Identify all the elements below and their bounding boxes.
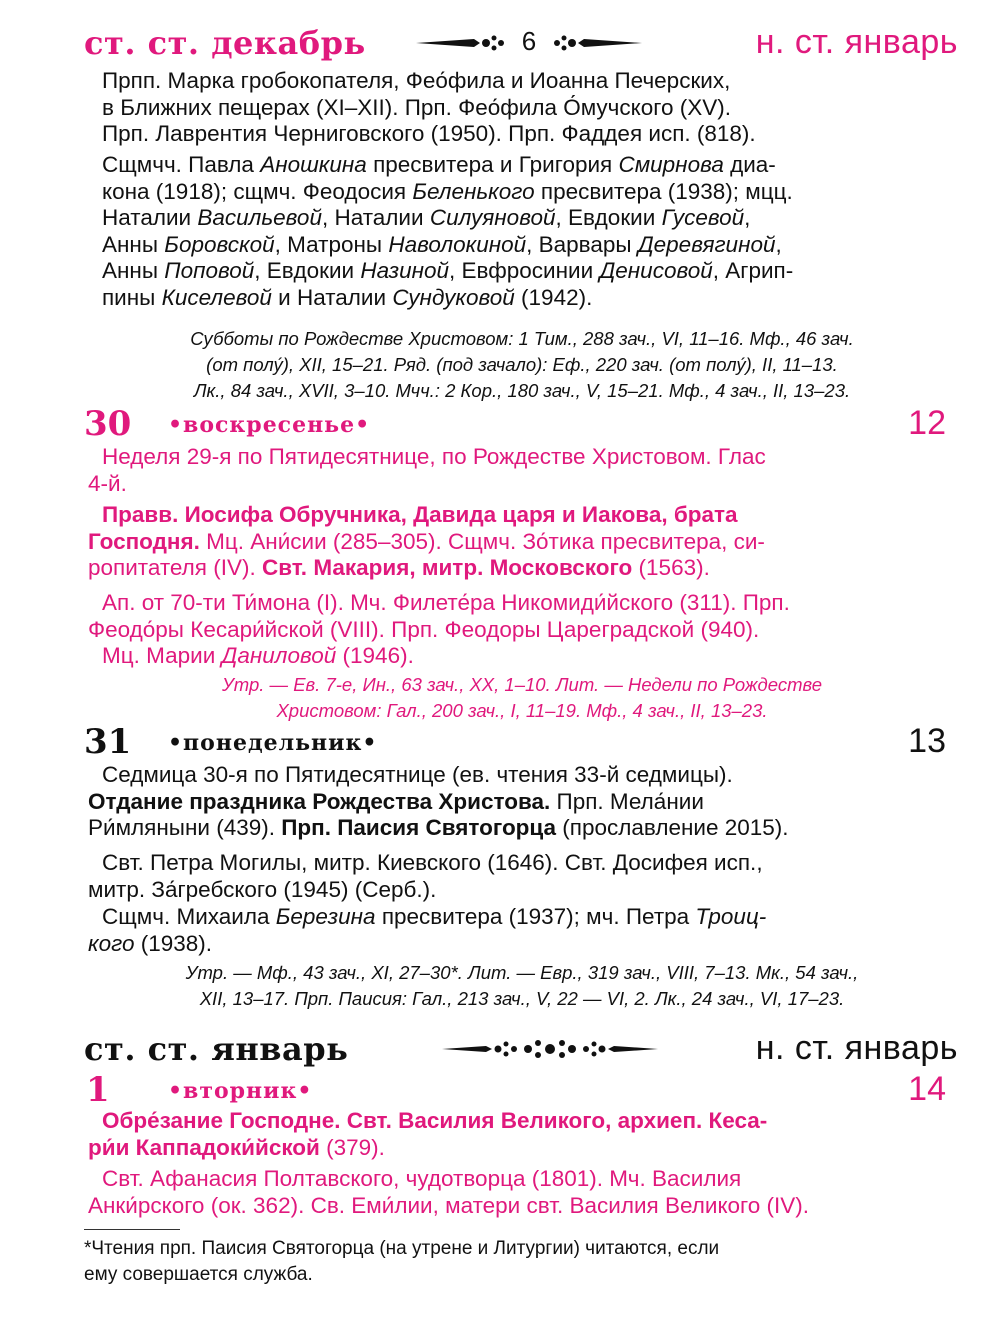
text-line: Седмица 30-я по Пятидесятнице (ев. чтения 33-й седмицы). bbox=[102, 762, 733, 787]
day-header-31 bbox=[84, 722, 946, 762]
saints-paragraph bbox=[88, 850, 954, 903]
day-header-30 bbox=[84, 404, 946, 444]
ornament-icon bbox=[440, 1034, 660, 1064]
ornament-divider bbox=[414, 28, 644, 58]
text-line: Неделя 29-я по Пятидесятнице, по Рождестве Христовом. Глас bbox=[102, 444, 766, 469]
text-line: Мц. Марии Даниловой (1946). bbox=[102, 643, 414, 668]
text-line: пины Киселевой и Наталии Сундуковой (1942). bbox=[102, 284, 593, 310]
text-line: Анки́рского (ок. 362). Св. Еми́лии, матери свт. Василия Великого (IV). bbox=[88, 1192, 810, 1218]
text-line: 4-й. bbox=[88, 470, 127, 496]
new-style-day: 12 bbox=[908, 404, 946, 442]
day-header-1 bbox=[84, 1070, 946, 1110]
old-style-month: ст. ст. декабрь bbox=[84, 24, 366, 62]
weekday-name: •вторник• bbox=[168, 1078, 313, 1104]
text-line: Ап. от 70-ти Ти́мона (I). Мч. Филете́ра Никомиди́йского (311). Прп. bbox=[102, 590, 790, 615]
reading-line: XII, 13–17. Прп. Паисия: Гал., 213 зач., V, 22 — VI, 2. Лк., 24 зач., VI, 17–23. bbox=[199, 988, 845, 1009]
text-line: Господня. Мц. Ани́сии (285–305). Сщмч. Зо́тика пресвитера, си- bbox=[88, 528, 765, 554]
text-line: ри́и Каппадоки́йской (379). bbox=[88, 1134, 385, 1160]
text-line: митр. За́гребского (1945) (Серб.). bbox=[88, 876, 437, 902]
text-line: Анны Поповой, Евдокии Назиной, Евфросинии Денисовой, Агрип- bbox=[102, 258, 794, 283]
weekday-name: •воскресенье• bbox=[168, 412, 371, 438]
weekday-name: •понедельник• bbox=[168, 730, 378, 756]
month-header-january bbox=[84, 1024, 958, 1072]
feast-paragraph bbox=[88, 502, 954, 582]
text-line: Сщмч. Михаила Березина пресвитера (1937); мч. Петра Троиц- bbox=[102, 904, 767, 929]
saints-paragraph bbox=[88, 1166, 954, 1219]
day-number: 31 bbox=[84, 722, 132, 762]
text-line: Обре́зание Господне. Свт. Василия Великого, архиеп. Кеса- bbox=[102, 1108, 768, 1133]
ornament-divider bbox=[440, 1034, 670, 1064]
martyrs-paragraph bbox=[88, 152, 954, 311]
weekday-paragraph bbox=[88, 762, 954, 842]
month-header-top bbox=[84, 18, 958, 66]
text-line: Отдание праздника Рождества Христова. Прп. Мела́нии bbox=[88, 788, 704, 814]
text-line: Ри́мляныни (439). Прп. Паисия Святогорца (прославление 2015). bbox=[88, 815, 789, 840]
new-style-day: 14 bbox=[908, 1070, 946, 1108]
reading-line: Лк., 84 зач., XVII, 3–10. Мчч.: 2 Кор., 180 зач., V, 15–21. Мф., 4 зач., II, 13–23. bbox=[193, 380, 851, 401]
readings-block bbox=[96, 672, 948, 724]
new-style-month: н. ст. январь bbox=[755, 23, 958, 61]
reading-line: Утр. — Ев. 7-е, Ин., 63 зач., XX, 1–10. Лит. — Недели по Рождестве bbox=[221, 674, 823, 695]
text-line: Правв. Иосифа Обручника, Давида царя и Иакова, брата bbox=[102, 502, 738, 527]
text-line: в Ближних пещерах (XI–XII). Прп. Фео́фила О́мучского (XV). bbox=[102, 94, 731, 120]
footnote bbox=[84, 1236, 958, 1288]
text-line: Наталии Васильевой, Наталии Силуяновой, Евдокии Гусевой, bbox=[102, 205, 751, 230]
sunday-paragraph bbox=[88, 444, 954, 497]
saints-paragraph bbox=[88, 590, 954, 670]
reading-line: (от полу́), XII, 15–21. Ряд. (под зачало): Еф., 220 зач. (от полу́), II, 11–13. bbox=[206, 354, 838, 375]
reading-line: Утр. — Мф., 43 зач., XI, 27–30*. Лит. — Евр., 319 зач., VIII, 7–13. Мк., 54 зач., bbox=[185, 962, 859, 983]
day-number: 30 bbox=[84, 404, 132, 444]
text-line: кого (1938). bbox=[88, 930, 213, 956]
text-line: Анны Боровской, Матроны Наволокиной, Варвары Деревягиной, bbox=[102, 231, 782, 257]
text-line: Прпп. Марка гробокопателя, Фео́фила и Иоанна Печерских, bbox=[102, 68, 731, 93]
page-number: 6 bbox=[521, 26, 537, 56]
text-line: Сщмчч. Павла Аношкина пресвитера и Григория Смирнова диа- bbox=[102, 152, 776, 177]
day-number: 1 bbox=[86, 1070, 110, 1110]
text-line: Свт. Петра Могилы, митр. Киевского (1646). Свт. Досифея исп., bbox=[102, 850, 763, 875]
footnote-line: ему совершается служба. bbox=[84, 1264, 313, 1285]
readings-block bbox=[96, 960, 948, 1012]
readings-block bbox=[96, 326, 948, 404]
footnote-line: *Чтения прп. Паисия Святогорца (на утрене и Литургии) читаются, если bbox=[84, 1238, 720, 1259]
text-line: Свт. Афанасия Полтавского, чудотворца (1801). Мч. Василия bbox=[102, 1166, 742, 1191]
new-style-day: 13 bbox=[908, 722, 946, 760]
text-line: кона (1918); сщмч. Феодосия Беленького пресвитера (1938); мцц. bbox=[102, 178, 793, 204]
saints-paragraph bbox=[88, 68, 954, 148]
text-line: Прп. Лаврентия Черниговского (1950). Прп. Фаддея исп. (818). bbox=[102, 121, 756, 146]
feast-paragraph bbox=[88, 1108, 954, 1161]
text-line: Феодо́ры Кесари́йской (VIII). Прп. Феодоры Цареградской (940). bbox=[88, 616, 760, 642]
old-style-month: ст. ст. январь bbox=[84, 1030, 349, 1068]
reading-line: Христовом: Гал., 200 зач., I, 11–19. Мф., 4 зач., II, 13–23. bbox=[276, 700, 768, 721]
new-style-month: н. ст. январь bbox=[755, 1029, 958, 1067]
footnote-divider bbox=[84, 1229, 180, 1230]
text-line: ропитателя (IV). Свт. Макария, митр. Московского (1563). bbox=[88, 555, 710, 580]
martyrs-paragraph bbox=[88, 904, 954, 957]
reading-line: Субботы по Рождестве Христовом: 1 Тим., 288 зач., VI, 11–16. Мф., 46 зач. bbox=[190, 328, 854, 349]
